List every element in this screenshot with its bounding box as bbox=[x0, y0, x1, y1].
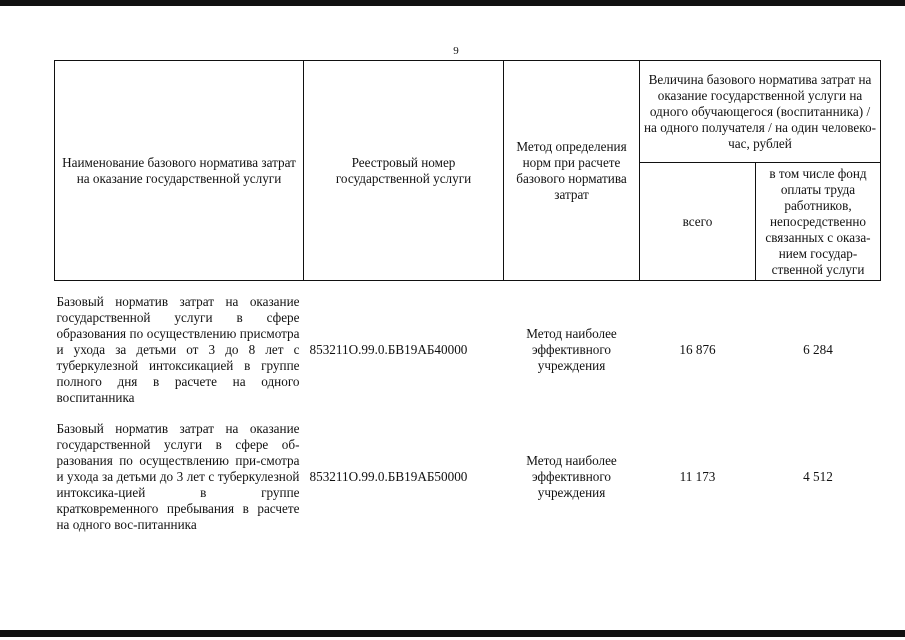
row-including: 6 284 bbox=[803, 342, 833, 357]
row-method: Метод наиболее эффективного учреждения bbox=[526, 453, 617, 500]
row-including: 4 512 bbox=[803, 469, 833, 484]
header-total: всего bbox=[640, 163, 756, 281]
row-name: Базовый норматив затрат на оказание государственной услуги в сфере образования по осуществлению присмотра и ухода за детьми от 3 до 8 лет с туберкулезной интоксикацией в группе полного дня в расчете на одного воспитанника bbox=[56, 294, 300, 405]
row-total: 11 173 bbox=[679, 469, 716, 484]
row-method: Метод наиболее эффективного учреждения bbox=[526, 326, 617, 373]
header-row bbox=[55, 61, 881, 163]
row-total: 16 876 bbox=[679, 342, 716, 357]
table-row bbox=[55, 419, 881, 535]
top-scan-border bbox=[0, 0, 905, 6]
page-number: 9 bbox=[453, 45, 459, 57]
table-row bbox=[55, 281, 881, 420]
row-name: Базовый норматив затрат на оказание государственной услуги в сфере об-разования по осуществлению при-смотра и ухода за детьми до 3 лет с туберкулезной интоксика-цией в группе кратковременного пребывания в расчете на одного вос-питанника bbox=[56, 421, 300, 532]
header-registry: Реестровый номер государственной услуги bbox=[304, 61, 504, 281]
row-registry: 853211О.99.0.БВ19АБ40000 bbox=[309, 342, 468, 357]
header-including: в том числе фонд оплаты труда работников, непосредственно связанных с оказа-нием государ-ственной услуги bbox=[756, 163, 881, 281]
header-name: Наименование базового норматива затрат на оказание государственной услуги bbox=[55, 61, 304, 281]
header-method: Метод определения норм при расчете базового норматива затрат bbox=[504, 61, 640, 281]
norms-table bbox=[54, 60, 881, 535]
row-registry: 853211О.99.0.БВ19АБ50000 bbox=[309, 469, 468, 484]
bottom-scan-border bbox=[0, 630, 905, 637]
header-value-group: Величина базового норматива затрат на оказание государственной услуги на одного обучающегося (воспитанника) / на одного получателя / на один человеко-час, рублей bbox=[640, 61, 881, 163]
